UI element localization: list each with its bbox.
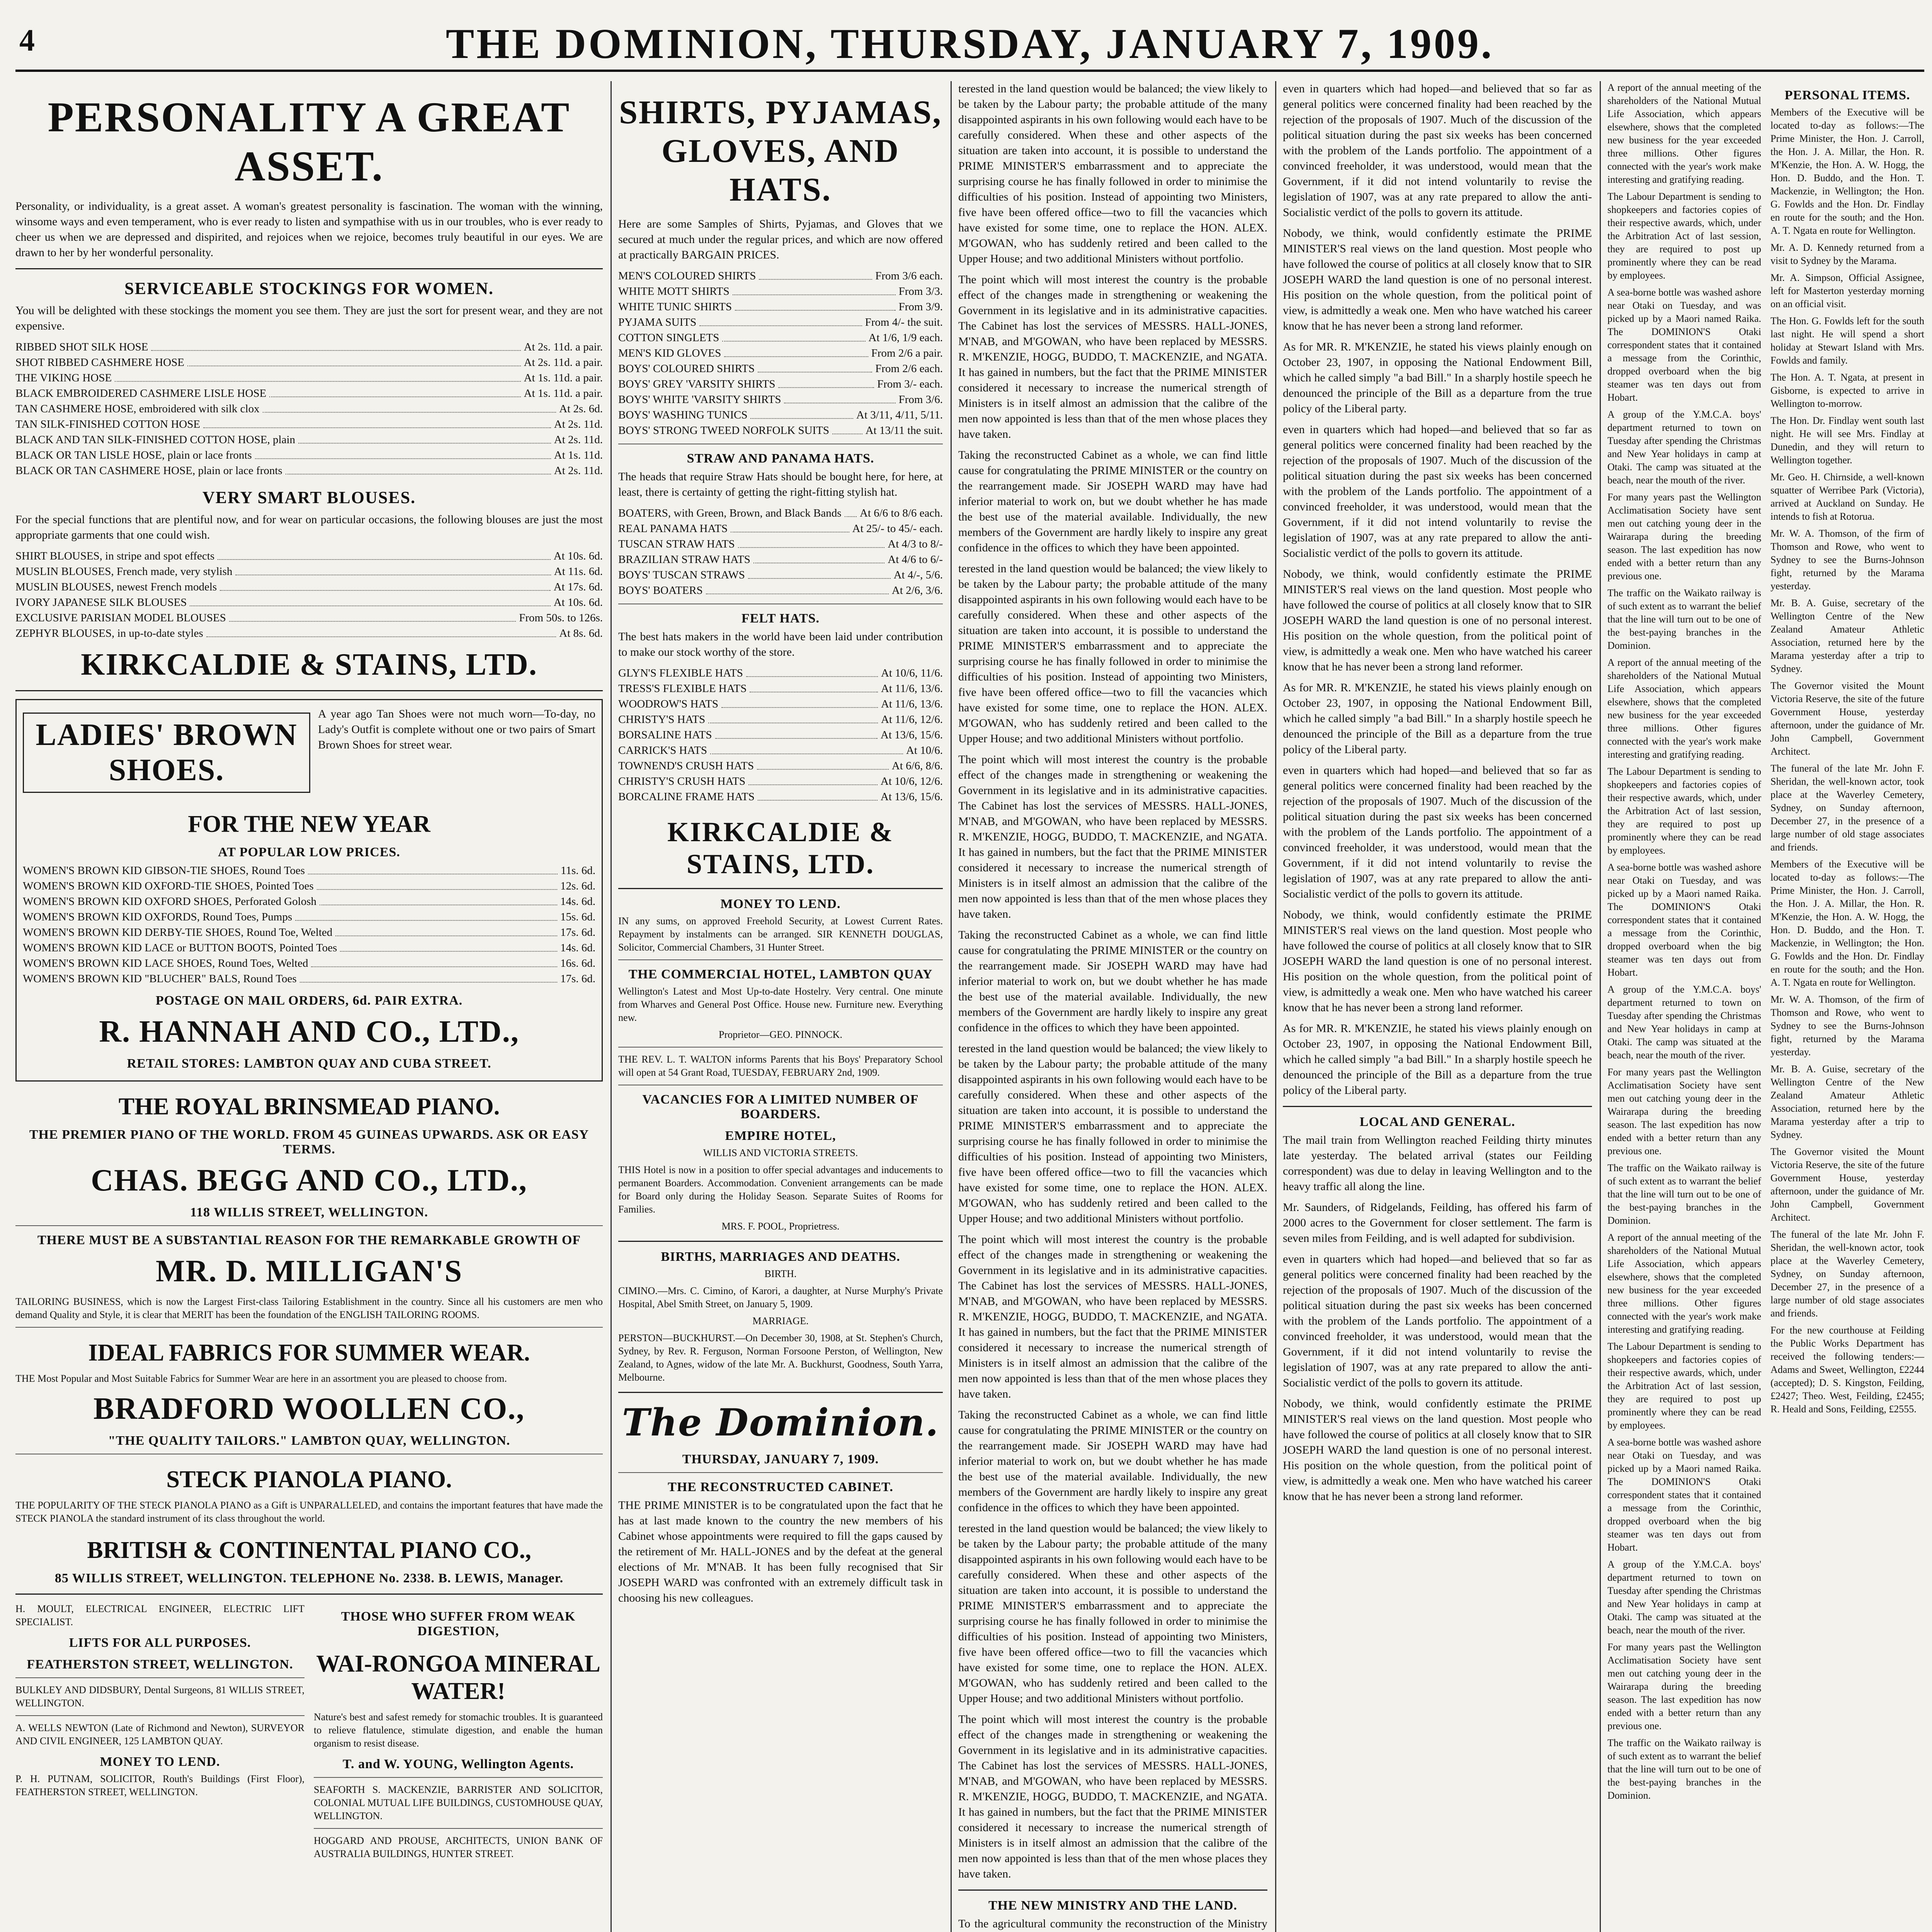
article-paragraph: even in quarters which had hoped—and believed that so far as general politics were concerned finality had been reached by the rejection of the proposals of 1907. Much of the discussion of the political situation during the past six weeks has been concerned with the problem of the Lands portfolio. The appointment of a convinced freeholder, it was understood, would mean that the Government, if it did not intend voluntarily to revise the legislation of 1907, was at any rate prepared to allow the anti-Socialistic verdict of the polls to govern its attitude. [1283, 764, 1592, 900]
divider [958, 1889, 1267, 1891]
money-heading: MONEY TO LEND. [720, 897, 841, 911]
personal-item: Mr. B. A. Guise, secretary of the Wellington Centre of the New Zealand Amateur Athletic Association, returned here by the Marama yesterday after a trip to Sydney. [1770, 1063, 1924, 1140]
local-body: The mail train from Wellington reached Feilding thirty minutes late yesterday. The belated arrival (states our Feilding correspondent) was due to delay in leaving Wellington and to the heavy traffic all along the line. [1283, 1134, 1592, 1193]
list-item: BOYS' STRONG TWEED NORFOLK SUITS At 13/11 the suit. [618, 423, 943, 438]
list-item: CHRISTY'S HATS At 11/6, 12/6. [618, 712, 943, 727]
ministry-heading: THE NEW MINISTRY AND THE LAND. [988, 1898, 1238, 1913]
british-continental-address: 85 WILLIS STREET, WELLINGTON. TELEPHONE No. 2338. B. LEWIS, Manager. [54, 1571, 564, 1585]
bottom-ads [15, 1602, 603, 1864]
list-item: WHITE MOTT SHIRTS From 3/3. [618, 284, 943, 299]
list-item: BRAZILIAN STRAW HATS At 4/6 to 6/- [618, 552, 943, 567]
personal-item: Mr. W. A. Thomson, of the firm of Thomson and Rowe, who went to Sydney to see the Burns-Johnson fight, returned by the Marama yesterday. [1770, 994, 1924, 1058]
empire-heading: EMPIRE HOTEL, [725, 1129, 836, 1143]
stockings-list [15, 339, 603, 478]
masthead [15, 15, 1924, 72]
money-body: IN any sums, on approved Freehold Security, at Lowest Current Rates. Repayment by instalments can be arranged. SIR KENNETH DOUGLAS, Solicitor, Commercial Chambers, 31 Hunter Street. [618, 915, 943, 953]
bottom-ads-left [15, 1602, 304, 1864]
money-heading: MONEY TO LEND. [100, 1755, 220, 1769]
hoggard-ad: HOGGARD AND PROUSE, ARCHITECTS, UNION BANK OF AUSTRALIA BUILDINGS, HUNTER STREET. [314, 1835, 603, 1859]
divider [618, 888, 943, 889]
list-item: WOMEN'S BROWN KID LACE SHOES, Round Toes, Welted 16s. 6d. [23, 956, 595, 971]
empire-body: THIS Hotel is now in a position to offer special advantages and inducements to permanent Boarders. Accommodation. Convenient arrangements can be made for Board only during the Holiday Season. Separate Suites of Rooms for Families. [618, 1164, 943, 1215]
begg-address: 118 WILLIS STREET, WELLINGTON. [190, 1205, 429, 1219]
personal-item: Members of the Executive will be located to-day as follows:—The Prime Minister, the Hon. J. Carroll, the Hon. J. A. Millar, the Hon. R. M'Kenzie, the Hon. A. W. Hogg, the Hon. D. Buddo, and the Hon. T. Mackenzie, in Wellington; the Hon. G. Fowlds and the Hon. Dr. Findlay en route for the south; and the Hon. A. T. Ngata en route for Wellington. [1770, 859, 1924, 988]
column-1-advertisements [15, 81, 603, 1932]
local-paragraph: A sea-borne bottle was washed ashore near Otaki on Tuesday, and was picked up by a Maori named Raika. The DOMINION'S Otaki correspondent states that it contained a message from the Corinthic, dropped overboard when the big steamer was ten days out from Hobart. [1607, 1437, 1761, 1553]
steck-body: THE POPULARITY OF THE STECK PIANOLA PIANO as a Gift is UNPARALLELED, and contains the important features that have made the STECK PIANOLA the standard instrument of its class throughout the world. [15, 1500, 603, 1524]
newspaper-title: THE DOMINION, THURSDAY, JANUARY 7, 1909. [446, 20, 1494, 67]
felt-heading: FELT HATS. [741, 611, 820, 626]
moult-ad: H. MOULT, ELECTRICAL ENGINEER, ELECTRIC LIFT SPECIALIST. [15, 1603, 304, 1628]
list-item: BOYS' WASHING TUNICS At 3/11, 4/11, 5/11. [618, 407, 943, 423]
article-paragraph: Taking the reconstructed Cabinet as a whole, we can find little cause for congratulating the PRIME MINISTER or the country on the rearrangement made. Sir JOSEPH WARD may have had inferior material to work on, but we doubt whether he has made the best use of the material available. Individually, the new members of the Government are hardly likely to inspire any great confidence in the offices to which they have been appointed. [958, 1408, 1267, 1514]
personality-text: Personality, or individuality, is a great asset. A woman's greatest personality is fascination. The woman with the winning, winsome ways and even temperament, who is ever ready to listen and sympathise with us in our troubles, who is ever ready to cheer us when we are depressed and dispirited, and rejoices when we rejoice, becomes truly beautiful in our eyes. We are drawn to her by her wonderful personality. [15, 200, 603, 259]
shirts-intro: Here are some Samples of Shirts, Pyjamas, and Gloves that we secured at much under the regular prices, and which are now offered at practically BARGAIN PRICES. [618, 218, 943, 261]
list-item: BORCALINE FRAME HATS At 13/6, 15/6. [618, 789, 943, 804]
article-paragraph: The point which will most interest the country is the probable effect of the changes made in strengthening or weakening the Government in its legislative and in its administrative capacities. The Cabinet has lost the services of MESSRS. HALL-JONES, M'NAB, and M'GOWAN, who have been replaced by MESSRS. R. M'KENZIE, HOGG, BUDDO, T. MACKENZIE, and NGATA. It has gained in numbers, but the fact that the PRIME MINISTER considered it necessary to increase the numerical strength of Ministers is in itself almost an admission that the calibre of the men now appointed is less than that of the men whose places they have taken. [958, 1713, 1267, 1880]
column-rule [1275, 81, 1276, 1932]
list-item: TUSCAN STRAW HATS At 4/3 to 8/- [618, 536, 943, 552]
list-item: BLACK AND TAN SILK-FINISHED COTTON HOSE, plain At 2s. 11d. [15, 432, 603, 447]
blouses-heading: VERY SMART BLOUSES. [202, 488, 416, 507]
dominion-logo: The Dominion. [622, 1401, 939, 1444]
straw-heading: STRAW AND PANAMA HATS. [687, 451, 874, 466]
list-item: BOYS' BOATERS At 2/6, 3/6. [618, 583, 943, 598]
list-item: MEN'S COLOURED SHIRTS From 3/6 each. [618, 268, 943, 284]
local-paragraph: A report of the annual meeting of the shareholders of the National Mutual Life Association, which appears elsewhere, shows that the completed new business for the year exceeded three millions. Other figures connected with the year's work make interesting and gratifying reading. [1607, 1232, 1761, 1335]
divider [618, 1392, 943, 1393]
list-item: GLYN'S FLEXIBLE HATS At 10/6, 11/6. [618, 665, 943, 681]
list-item: WOODROW'S HATS At 11/6, 13/6. [618, 696, 943, 712]
divider [618, 959, 943, 960]
empire-subheading: WILLIS AND VICTORIA STREETS. [703, 1147, 858, 1158]
list-item: BOYS' WHITE 'VARSITY SHIRTS From 3/6. [618, 392, 943, 407]
column-5 [1607, 81, 1924, 1932]
bottom-ads-right [314, 1602, 603, 1864]
list-item: BOATERS, with Green, Brown, and Black Bands At 6/6 to 8/6 each. [618, 505, 943, 521]
shoes-popular: AT POPULAR LOW PRICES. [218, 845, 400, 859]
postage-note: POSTAGE ON MAIL ORDERS, 6d. PAIR EXTRA. [155, 993, 463, 1008]
marriage-notice: PERSTON—BUCKHURST.—On December 30, 1908, at St. Stephen's Church, Sydney, by Rev. R. Ferguson, Norman Forsoone Perston, of Wellington, New Zealand, to Agnes, widow of the late Mr. A. Buckhurst, Goodness, South Yarra, Melbourne. [618, 1332, 943, 1383]
local-paragraph: A sea-borne bottle was washed ashore near Otaki on Tuesday, and was picked up by a Maori named Raika. The DOMINION'S Otaki correspondent states that it contained a message from the Corinthic, dropped overboard when the big steamer was ten days out from Hobart. [1607, 287, 1761, 403]
hotel-heading: THE COMMERCIAL HOTEL, LAMBTON QUAY [628, 967, 933, 981]
list-item: BLACK OR TAN LISLE HOSE, plain or lace fronts At 1s. 11d. [15, 447, 603, 463]
list-item: THE VIKING HOSE At 1s. 11d. a pair. [15, 370, 603, 386]
personal-item: The funeral of the late Mr. John F. Sheridan, the well-known actor, took place at the Waverley Cemetery, Sydney, on Sunday afternoon, December 27, in the presence of a large number of old stage associates and friends. [1770, 763, 1924, 853]
local-paragraph: The Labour Department is sending to shopkeepers and factories copies of their respective awards, which, under the Arbitration Act of last session, they are required to post up prominently where they can be read by employees. [1607, 191, 1761, 281]
fabrics-body: THE Most Popular and Most Suitable Fabrics for Summer Wear are here in an assortment you are pleased to choose from. [15, 1373, 507, 1384]
divider [1283, 1106, 1592, 1107]
article-paragraph: As for MR. R. M'KENZIE, he stated his views plainly enough on October 23, 1907, in opposing the National Endowment Bill, which he called simply "a bad Bill." In a sharply hostile speech he denounced the principle of the Bill as a departure from the true policy of the Liberal party. [1283, 1022, 1592, 1097]
personal-item: Mr. B. A. Guise, secretary of the Wellington Centre of the New Zealand Amateur Athletic Association, returned here by the Marama yesterday after a trip to Sydney. [1770, 597, 1924, 674]
wells-ad: A. WELLS NEWTON (Late of Richmond and Newton), SURVEYOR AND CIVIL ENGINEER, 125 LAMBTON QUAY. [15, 1722, 304, 1747]
wairongoa-agents: T. and W. YOUNG, Wellington Agents. [342, 1757, 574, 1771]
fabrics-heading: IDEAL FABRICS FOR SUMMER WEAR. [88, 1340, 530, 1366]
wairongoa-body: Nature's best and safest remedy for stomachic troubles. It is guaranteed to relieve flatulence, stimulate digestion, and enable the human organism to resist disease. [314, 1711, 603, 1749]
column-rule [951, 81, 952, 1932]
divider [15, 1677, 304, 1678]
list-item: WOMEN'S BROWN KID DERBY-TIE SHOES, Round Toe, Welted 17s. 6d. [23, 925, 595, 940]
article-paragraph: Taking the reconstructed Cabinet as a whole, we can find little cause for congratulating the PRIME MINISTER or the country on the rearrangement made. Sir JOSEPH WARD may have had inferior material to work on, but we doubt whether he has made the best use of the material available. Individually, the new members of the Government are hardly likely to inspire any great confidence in the offices to which they have been appointed. [958, 449, 1267, 554]
local-paragraph: The traffic on the Waikato railway is of such extent as to warrant the belief that the line will turn out to be one of the best-paying branches in the Dominion. [1607, 1737, 1761, 1801]
kirkcaldie-ad: KIRKCALDIE & STAINS, LTD. [667, 816, 894, 879]
milligan-intro: THERE MUST BE A SUBSTANTIAL REASON FOR THE REMARKABLE GROWTH OF [37, 1233, 581, 1247]
list-item: MUSLIN BLOUSES, newest French models At 17s. 6d. [15, 579, 603, 595]
list-item: SHIRT BLOUSES, in stripe and spot effects At 10s. 6d. [15, 548, 603, 564]
milligan-name: MR. D. MILLIGAN'S [155, 1254, 463, 1288]
local-paragraph: A report of the annual meeting of the shareholders of the National Mutual Life Association, which appears elsewhere, shows that the completed new business for the year exceeded three millions. Other figures connected with the year's work make interesting and gratifying reading. [1607, 82, 1761, 185]
hotel-signature: Proprietor—GEO. PINNOCK. [719, 1029, 842, 1040]
article-paragraph: even in quarters which had hoped—and believed that so far as general politics were concerned finality had been reached by the rejection of the proposals of 1907. Much of the discussion of the political situation during the past six weeks has been concerned with the problem of the Lands portfolio. The appointment of a convinced freeholder, it was understood, would mean that the Government, if it did not intend voluntarily to revise the legislation of 1907, was at any rate prepared to allow the anti-Socialistic verdict of the polls to govern its attitude. [1283, 423, 1592, 560]
column-rule [1600, 81, 1601, 1932]
list-item: BLACK OR TAN CASHMERE HOSE, plain or lace fronts At 2s. 11d. [15, 463, 603, 478]
stockings-heading: SERVICEABLE STOCKINGS FOR WOMEN. [124, 279, 494, 298]
shoes-title: LADIES' BROWN SHOES. [23, 713, 310, 793]
list-item: CHRISTY'S CRUSH HATS At 10/6, 12/6. [618, 774, 943, 789]
personal-item: Mr. W. A. Thomson, of the firm of Thomson and Rowe, who went to Sydney to see the Burns-Johnson fight, returned by the Marama yesterday. [1770, 528, 1924, 592]
article-paragraph: even in quarters which had hoped—and believed that so far as general politics were concerned finality had been reached by the rejection of the proposals of 1907. Much of the discussion of the political situation during the past six weeks has been concerned with the problem of the Lands portfolio. The appointment of a convinced freeholder, it was understood, would mean that the Government, if it did not intend voluntarily to revise the legislation of 1907, was at any rate prepared to allow the anti-Socialistic verdict of the polls to govern its attitude. [1283, 82, 1592, 219]
personal-heading: PERSONAL ITEMS. [1784, 88, 1910, 102]
kirkcaldie-ad: KIRKCALDIE & STAINS, LTD. [81, 648, 537, 682]
featherston-address: FEATHERSTON STREET, WELLINGTON. [27, 1657, 293, 1672]
wairongoa-intro: THOSE WHO SUFFER FROM WEAK DIGESTION, [341, 1609, 576, 1638]
local-paragraph: A group of the Y.M.C.A. boys' department returned to town on Tuesday after spending the Christmas and New Year holidays in camp at Otaki. The camp was situated at the beach, near the mouth of the river. [1607, 409, 1761, 486]
local-general-continued [1607, 81, 1761, 1932]
article-paragraph: Nobody, we think, would confidently estimate the PRIME MINISTER'S real views on the land question. Most people who have followed the course of politics at all closely know that to SIR JOSEPH WARD the land question is one of no personal interest. His position on the whole question, from the political point of view, is admittedly a weak one. Men who have watched his career know that he has never been a strong land reformer. [1283, 227, 1592, 332]
divider [15, 1225, 603, 1226]
article-paragraph: even in quarters which had hoped—and believed that so far as general politics were concerned finality had been reached by the rejection of the proposals of 1907. Much of the discussion of the political situation during the past six weeks has been concerned with the problem of the Lands portfolio. The appointment of a convinced freeholder, it was understood, would mean that the Government, if it did not intend voluntarily to revise the legislation of 1907, was at any rate prepared to allow the anti-Socialistic verdict of the polls to govern its attitude. [1283, 1253, 1592, 1389]
putnam-ad: P. H. PUTNAM, SOLICITOR, Routh's Buildings (First Floor), FEATHERSTON STREET, WELLINGTON. [15, 1773, 304, 1798]
divider [15, 1715, 304, 1716]
cabinet-heading: THE RECONSTRUCTED CABINET. [668, 1480, 893, 1494]
article-paragraph: terested in the land question would be balanced; the view likely to be taken by the Labour party; the probable attitude of the many disappointed aspirants in his own following would each have to be carefully considered. When these and other aspects of the situation are taken into account, it is possible to understand the PRIME MINISTER'S embarrassment and to appreciate the surprising course he has finally followed in order to minimise the difficulties of his position. Instead of appointing two Ministers, five have been offered office—two to fill the vacancies which have existed for some time, one to replace the HON. ALEX. M'GOWAN, who has suddenly retired and been called to the Upper House; and two additional Ministers without portfolio. [958, 562, 1267, 745]
vacancies-heading: VACANCIES FOR A LIMITED NUMBER OF BOARDERS. [642, 1092, 919, 1121]
divider [618, 1472, 943, 1473]
divider [314, 1828, 603, 1829]
personal-item: Members of the Executive will be located to-day as follows:—The Prime Minister, the Hon. J. Carroll, the Hon. J. A. Millar, the Hon. R. M'Kenzie, the Hon. A. W. Hogg, the Hon. D. Buddo, and the Hon. T. Mackenzie, in Wellington; the Hon. G. Fowlds and the Hon. Dr. Findlay en route for the south; and the Hon. A. T. Ngata en route for Wellington. [1770, 107, 1924, 236]
list-item: ZEPHYR BLOUSES, in up-to-date styles At 8s. 6d. [15, 626, 603, 641]
article-paragraph: Nobody, we think, would confidently estimate the PRIME MINISTER'S real views on the land question. Most people who have followed the course of politics at all closely know that to SIR JOSEPH WARD the land question is one of no personal interest. His position on the whole question, from the political point of view, is admittedly a weak one. Men who have watched his career know that he has never been a strong land reformer. [1283, 908, 1592, 1014]
column-rule [611, 81, 612, 1932]
list-item: PYJAMA SUITS From 4/- the suit. [618, 315, 943, 330]
article-paragraph: terested in the land question would be balanced; the view likely to be taken by the Labour party; the probable attitude of the many disappointed aspirants in his own following would each have to be carefully considered. When these and other aspects of the situation are taken into account, it is possible to understand the PRIME MINISTER'S embarrassment and to appreciate the surprising course he has finally followed in order to minimise the difficulties of his position. Instead of appointing two Ministers, five have been offered office—two to fill the vacancies which have existed for some time, one to replace the HON. ALEX. M'GOWAN, who has suddenly retired and been called to the Upper House; and two additional Ministers without portfolio. [958, 1042, 1267, 1225]
bradford-name: BRADFORD WOOLLEN CO., [93, 1392, 525, 1426]
personal-item: The Hon. G. Fowlds left for the south last night. He will spend a short holiday at Stewart Island with Mrs. Fowlds and family. [1770, 315, 1924, 366]
birth-label: BIRTH. [764, 1268, 797, 1279]
list-item: WOMEN'S BROWN KID OXFORD-TIE SHOES, Pointed Toes 12s. 6d. [23, 878, 595, 894]
local-body-2: Mr. Saunders, of Ridgelands, Feilding, has offered his farm of 2000 acres to the Government for closer settlement. The farm is seven miles from Feilding, and is well adapted for subdivision. [1283, 1201, 1592, 1245]
list-item: CARRICK'S HATS At 10/6. [618, 743, 943, 758]
article-paragraph: As for MR. R. M'KENZIE, he stated his views plainly enough on October 23, 1907, in opposing the National Endowment Bill, which he called simply "a bad Bill." In a sharply hostile speech he denounced the principle of the Bill as a departure from the true policy of the Liberal party. [1283, 340, 1592, 415]
hannah-address: RETAIL STORES: LAMBTON QUAY AND CUBA STREET. [127, 1056, 492, 1071]
list-item: WOMEN'S BROWN KID "BLUCHER" BALS, Round Toes 17s. 6d. [23, 971, 595, 986]
personal-item: The Governor visited the Mount Victoria Reserve, the site of the future Government House, yesterday afternoon, under the guidance of Mr. John Campbell, Government Architect. [1770, 1146, 1924, 1223]
empire-signature: MRS. F. POOL, Proprietress. [721, 1221, 840, 1232]
list-item: TRESS'S FLEXIBLE HATS At 11/6, 13/6. [618, 681, 943, 696]
personality-heading: PERSONALITY A GREAT ASSET. [48, 94, 571, 190]
divider [15, 268, 603, 269]
personal-item: For the new courthouse at Feilding the Public Works Department has received the following tenders:—Adams and Sweet, Wellington, £2244 (accepted); D. S. Kingston, Feilding, £2427; Theo. West, Feilding, £2455; R. Heald and Sons, Feilding, £2555. [1770, 1325, 1924, 1415]
shoes-subheading: FOR THE NEW YEAR [188, 811, 430, 837]
begg-name: CHAS. BEGG AND CO., LTD., [91, 1163, 527, 1197]
article-paragraph: terested in the land question would be balanced; the view likely to be taken by the Labour party; the probable attitude of the many disappointed aspirants in his own following would each have to be carefully considered. When these and other aspects of the situation are taken into account, it is possible to understand the PRIME MINISTER'S embarrassment and to appreciate the surprising course he has finally followed in order to minimise the difficulties of his position. Instead of appointing two Ministers, five have been offered office—two to fill the vacancies which have existed for some time, one to replace the HON. ALEX. M'GOWAN, who has suddenly retired and been called to the Upper House; and two additional Ministers without portfolio. [958, 82, 1267, 265]
piano-subheading: THE PREMIER PIANO OF THE WORLD. FROM 45 GUINEAS UPWARDS. ASK OR EASY TERMS. [29, 1128, 589, 1156]
local-paragraph: A report of the annual meeting of the shareholders of the National Mutual Life Association, which appears elsewhere, shows that the completed new business for the year exceeded three millions. Other figures connected with the year's work make interesting and gratifying reading. [1607, 657, 1761, 760]
list-item: BOYS' COLOURED SHIRTS From 2/6 each. [618, 361, 943, 376]
cabinet-body: THE PRIME MINISTER is to be congratulated upon the fact that he has at last made known to the country the new members of his Cabinet whose appointments were required to fill the gaps caused by the retirement of Mr. HALL-JONES and by the defeat at the general elections of Mr. M'NAB. It has been fully recognised that Sir JOSEPH WARD was confronted with an extremely difficult task in choosing his new colleagues. [618, 1499, 943, 1604]
list-item: COTTON SINGLETS At 1/6, 1/9 each. [618, 330, 943, 345]
local-paragraph: For many years past the Wellington Acclimatisation Society have sent men out catching young deer in the Wairarapa during the breeding season. The last expedition has now ended with a better return than any previous one. [1607, 492, 1761, 582]
list-item: WOMEN'S BROWN KID GIBSON-TIE SHOES, Round Toes 11s. 6d. [23, 863, 595, 878]
marriage-label: MARRIAGE. [752, 1315, 809, 1327]
shoes-ad [15, 699, 603, 1082]
list-item: WOMEN'S BROWN KID LACE or BUTTON BOOTS, Pointed Toes 14s. 6d. [23, 940, 595, 956]
list-item: BLACK EMBROIDERED CASHMERE LISLE HOSE At 1s. 11d. a pair. [15, 386, 603, 401]
milligan-body: TAILORING BUSINESS, which is now the Largest First-class Tailoring Establishment in the country. Since all his customers are men who demand Quality and Style, it is clear that MERIT has been the foundation of the ENGLISH TAILORING ROOMS. [15, 1296, 603, 1320]
column-4 [1283, 81, 1592, 1932]
list-item: REAL PANAMA HATS At 25/- to 45/- each. [618, 521, 943, 536]
personal-item: The Hon. A. T. Ngata, at present in Gisborne, is expected to arrive in Wellington to-morrow. [1770, 372, 1924, 409]
personal-items [1770, 81, 1924, 1932]
local-paragraph: The traffic on the Waikato railway is of such extent as to warrant the belief that the line will turn out to be one of the best-paying branches in the Dominion. [1607, 587, 1761, 651]
list-item: EXCLUSIVE PARISIAN MODEL BLOUSES From 50s. to 126s. [15, 610, 603, 626]
straw-intro: The heads that require Straw Hats should be bought here, for here, at least, there is certainty of getting the right-fitting stylish hat. [618, 470, 943, 498]
column-5-split [1607, 81, 1924, 1932]
shirts-list [618, 268, 943, 438]
felt-intro: The best hats makers in the world have been laid under contribution to make our stock worthy of the store. [618, 630, 943, 658]
personal-item: Mr. A. Simpson, Official Assignee, left for Masterton yesterday morning on an official visit. [1770, 272, 1924, 310]
local-heading: LOCAL AND GENERAL. [1359, 1115, 1515, 1129]
list-item: WOMEN'S BROWN KID OXFORDS, Round Toes, Pumps 15s. 6d. [23, 909, 595, 925]
personal-item: Mr. Geo. H. Chirnside, a well-known squatter of Werribee Park (Victoria), arrived at Auckland on Sunday. He intends to fish at Rotorua. [1770, 471, 1924, 522]
article-paragraph: Taking the reconstructed Cabinet as a whole, we can find little cause for congratulating the PRIME MINISTER or the country on the rearrangement made. Sir JOSEPH WARD may have had inferior material to work on, but we doubt whether he has made the best use of the material available. Individually, the new members of the Government are hardly likely to inspire any great confidence in the offices to which they have been appointed. [958, 929, 1267, 1034]
local-paragraph: A sea-borne bottle was washed ashore near Otaki on Tuesday, and was picked up by a Maori named Raika. The DOMINION'S Otaki correspondent states that it contained a message from the Corinthic, dropped overboard when the big steamer was ten days out from Hobart. [1607, 862, 1761, 978]
columns [15, 81, 1924, 1932]
list-item: IVORY JAPANESE SILK BLOUSES At 10s. 6d. [15, 595, 603, 610]
list-item: MUSLIN BLOUSES, French made, very stylish At 11s. 6d. [15, 564, 603, 579]
steck-heading: STECK PIANOLA PIANO. [166, 1466, 452, 1493]
column-3 [958, 81, 1267, 1932]
bmd-heading: BIRTHS, MARRIAGES AND DEATHS. [661, 1250, 900, 1264]
hotel-body: Wellington's Latest and Most Up-to-date Hostelry. Very central. One minute from Wharves and General Post Office. House new. Furniture new. Everything new. [618, 986, 943, 1023]
article-paragraph: Nobody, we think, would confidently estimate the PRIME MINISTER'S real views on the land question. Most people who have followed the course of politics at all closely know that to SIR JOSEPH WARD the land question is one of no personal interest. His position on the whole question, from the political point of view, is admittedly a weak one. Men who have watched his career know that he has never been a strong land reformer. [1283, 568, 1592, 673]
stockings-intro: You will be delighted with these stockings the moment you see them. They are just the sort for present wear, and they are not expensive. [15, 304, 603, 332]
divider [618, 1241, 943, 1242]
blouses-intro: For the special functions that are plentiful now, and for wear on particular occasions, the following blouses are just the most appropriate garments that one could wish. [15, 513, 603, 541]
bradford-address: "THE QUALITY TAILORS." LAMBTON QUAY, WELLINGTON. [108, 1434, 510, 1448]
list-item: MEN'S KID GLOVES From 2/6 a pair. [618, 345, 943, 361]
divider [15, 1327, 603, 1328]
page-number: 4 [19, 24, 35, 58]
newspaper-page [15, 15, 1924, 1932]
list-item: TAN CASHMERE HOSE, embroidered with silk clox At 2s. 6d. [15, 401, 603, 417]
local-paragraph: For many years past the Wellington Acclimatisation Society have sent men out catching young deer in the Wairarapa during the breeding season. The last expedition has now ended with a better return than any previous one. [1607, 1641, 1761, 1731]
personal-item: The Hon. Dr. Findlay went south last night. He will see Mrs. Findlay at Dunedin, and they will return to Wellington together. [1770, 415, 1924, 466]
shoes-note: A year ago Tan Shoes were not much worn—To-day, no Lady's Outfit is complete without one or two pairs of Smart Brown Shoes for street wear. [318, 707, 595, 751]
divider [618, 1047, 943, 1048]
personal-item: The Governor visited the Mount Victoria Reserve, the site of the future Government House, yesterday afternoon, under the guidance of Mr. John Campbell, Government Architect. [1770, 680, 1924, 757]
list-item: RIBBED SHOT SILK HOSE At 2s. 11d. a pair. [15, 339, 603, 355]
piano-heading: THE ROYAL BRINSMEAD PIANO. [118, 1094, 500, 1120]
list-item: BORSALINE HATS At 13/6, 15/6. [618, 727, 943, 743]
list-item: SHOT RIBBED CASHMERE HOSE At 2s. 11d. a pair. [15, 355, 603, 370]
ministry-body: To the agricultural community the reconstruction of the Ministry [958, 1917, 1267, 1930]
birth-notice: CIMINO.—Mrs. C. Cimino, of Karori, a daughter, at Nurse Murphy's Private Hospital, Abel Smith Street, on January 5, 1909. [618, 1285, 943, 1310]
local-paragraph: The traffic on the Waikato railway is of such extent as to warrant the belief that the line will turn out to be one of the best-paying branches in the Dominion. [1607, 1162, 1761, 1226]
blouses-list [15, 548, 603, 641]
british-continental-name: BRITISH & CONTINENTAL PIANO CO., [87, 1537, 531, 1563]
article-paragraph: terested in the land question would be balanced; the view likely to be taken by the Labour party; the probable attitude of the many disappointed aspirants in his own following would each have to be carefully considered. When these and other aspects of the situation are taken into account, it is possible to understand the PRIME MINISTER'S embarrassment and to appreciate the surprising course he has finally followed in order to minimise the difficulties of his position. Instead of appointing two Ministers, five have been offered office—two to fill the vacancies which have existed for some time, one to replace the HON. ALEX. M'GOWAN, who has suddenly retired and been called to the Upper House; and two additional Ministers without portfolio. [958, 1522, 1267, 1705]
hannah-name: R. HANNAH AND CO., LTD., [99, 1015, 519, 1049]
shoes-header [23, 706, 595, 799]
article-paragraph: The point which will most interest the country is the probable effect of the changes made in strengthening or weakening the Government in its legislative and in its administrative capacities. The Cabinet has lost the services of MESSRS. HALL-JONES, M'NAB, and M'GOWAN, who have been replaced by MESSRS. R. M'KENZIE, HOGG, BUDDO, T. MACKENZIE, and NGATA. It has gained in numbers, but the fact that the PRIME MINISTER considered it necessary to increase the numerical strength of Ministers is in itself almost an admission that the calibre of the men now appointed is less than that of the men whose places they have taken. [958, 753, 1267, 920]
shirts-heading: SHIRTS, PYJAMAS, GLOVES, AND HATS. [619, 94, 942, 208]
list-item: BOYS' TUSCAN STRAWS At 4/-, 5/6. [618, 567, 943, 583]
article-paragraph: The point which will most interest the country is the probable effect of the changes made in strengthening or weakening the Government in its legislative and in its administrative capacities. The Cabinet has lost the services of MESSRS. HALL-JONES, M'NAB, and M'GOWAN, who have been replaced by MESSRS. R. M'KENZIE, HOGG, BUDDO, T. MACKENZIE, and NGATA. It has gained in numbers, but the fact that the PRIME MINISTER considered it necessary to increase the numerical strength of Ministers is in itself almost an admission that the calibre of the men now appointed is less than that of the men whose places they have taken. [958, 273, 1267, 440]
local-paragraph: A group of the Y.M.C.A. boys' department returned to town on Tuesday after spending the Christmas and New Year holidays in camp at Otaki. The camp was situated at the beach, near the mouth of the river. [1607, 984, 1761, 1061]
article-paragraph: As for MR. R. M'KENZIE, he stated his views plainly enough on October 23, 1907, in opposing the National Endowment Bill, which he called simply "a bad Bill." In a sharply hostile speech he denounced the principle of the Bill as a departure from the true policy of the Liberal party. [1283, 681, 1592, 756]
article-paragraph: The point which will most interest the country is the probable effect of the changes made in strengthening or weakening the Government in its legislative and in its administrative capacities. The Cabinet has lost the services of MESSRS. HALL-JONES, M'NAB, and M'GOWAN, who have been replaced by MESSRS. R. M'KENZIE, HOGG, BUDDO, T. MACKENZIE, and NGATA. It has gained in numbers, but the fact that the PRIME MINISTER considered it necessary to increase the numerical strength of Ministers is in itself almost an admission that the calibre of the men now appointed is less than that of the men whose places they have taken. [958, 1233, 1267, 1400]
seaforth-ad: SEAFORTH S. MACKENZIE, BARRISTER AND SOLICITOR, COLONIAL MUTUAL LIFE BUILDINGS, CUSTOMHOUSE QUAY, WELLINGTON. [314, 1784, 603, 1821]
article-paragraph: Nobody, we think, would confidently estimate the PRIME MINISTER'S real views on the land question. Most people who have followed the course of politics at all closely know that to SIR JOSEPH WARD the land question is one of no personal interest. His position on the whole question, from the political point of view, is admittedly a weak one. Men who have watched his career know that he has never been a strong land reformer. [1283, 1397, 1592, 1503]
column-2 [618, 81, 943, 1932]
list-item: WHITE TUNIC SHIRTS From 3/9. [618, 299, 943, 315]
local-paragraph: The Labour Department is sending to shopkeepers and factories copies of their respective awards, which, under the Arbitration Act of last session, they are required to post up prominently where they can be read by employees. [1607, 766, 1761, 856]
list-item: WOMEN'S BROWN KID OXFORD SHOES, Perforated Golosh 14s. 6d. [23, 894, 595, 909]
divider [15, 690, 603, 691]
divider [15, 1594, 603, 1595]
bulkley-ad: BULKLEY AND DIDSBURY, Dental Surgeons, 81 WILLIS STREET, WELLINGTON. [15, 1684, 304, 1709]
personal-item: Mr. A. D. Kennedy returned from a visit to Sydney by the Marama. [1770, 242, 1924, 266]
divider [314, 1777, 603, 1778]
lifts-heading: LIFTS FOR ALL PURPOSES. [69, 1636, 251, 1650]
local-paragraph: For many years past the Wellington Acclimatisation Society have sent men out catching young deer in the Wairarapa during the breeding season. The last expedition has now ended with a better return than any previous one. [1607, 1066, 1761, 1156]
list-item: TOWNEND'S CRUSH HATS At 6/6, 8/6. [618, 758, 943, 774]
dominion-date: THURSDAY, JANUARY 7, 1909. [682, 1452, 879, 1466]
list-item: TAN SILK-FINISHED COTTON HOSE At 2s. 11d. [15, 417, 603, 432]
personal-item: The funeral of the late Mr. John F. Sheridan, the well-known actor, took place at the Waverley Cemetery, Sydney, on Sunday afternoon, December 27, in the presence of a large number of old stage associates and friends. [1770, 1229, 1924, 1319]
walton-ad: THE REV. L. T. WALTON informs Parents that his Boys' Preparatory School will open at 54 Grant Road, TUESDAY, FEBRUARY 2nd, 1909. [618, 1054, 943, 1078]
local-paragraph: A group of the Y.M.C.A. boys' department returned to town on Tuesday after spending the Christmas and New Year holidays in camp at Otaki. The camp was situated at the beach, near the mouth of the river. [1607, 1559, 1761, 1636]
list-item: BOYS' GREY 'VARSITY SHIRTS From 3/- each. [618, 376, 943, 392]
local-paragraph: The Labour Department is sending to shopkeepers and factories copies of their respective awards, which, under the Arbitration Act of last session, they are required to post up prominently where they can be read by employees. [1607, 1341, 1761, 1431]
wairongoa-title: WAI-RONGOA MINERAL WATER! [316, 1651, 600, 1704]
